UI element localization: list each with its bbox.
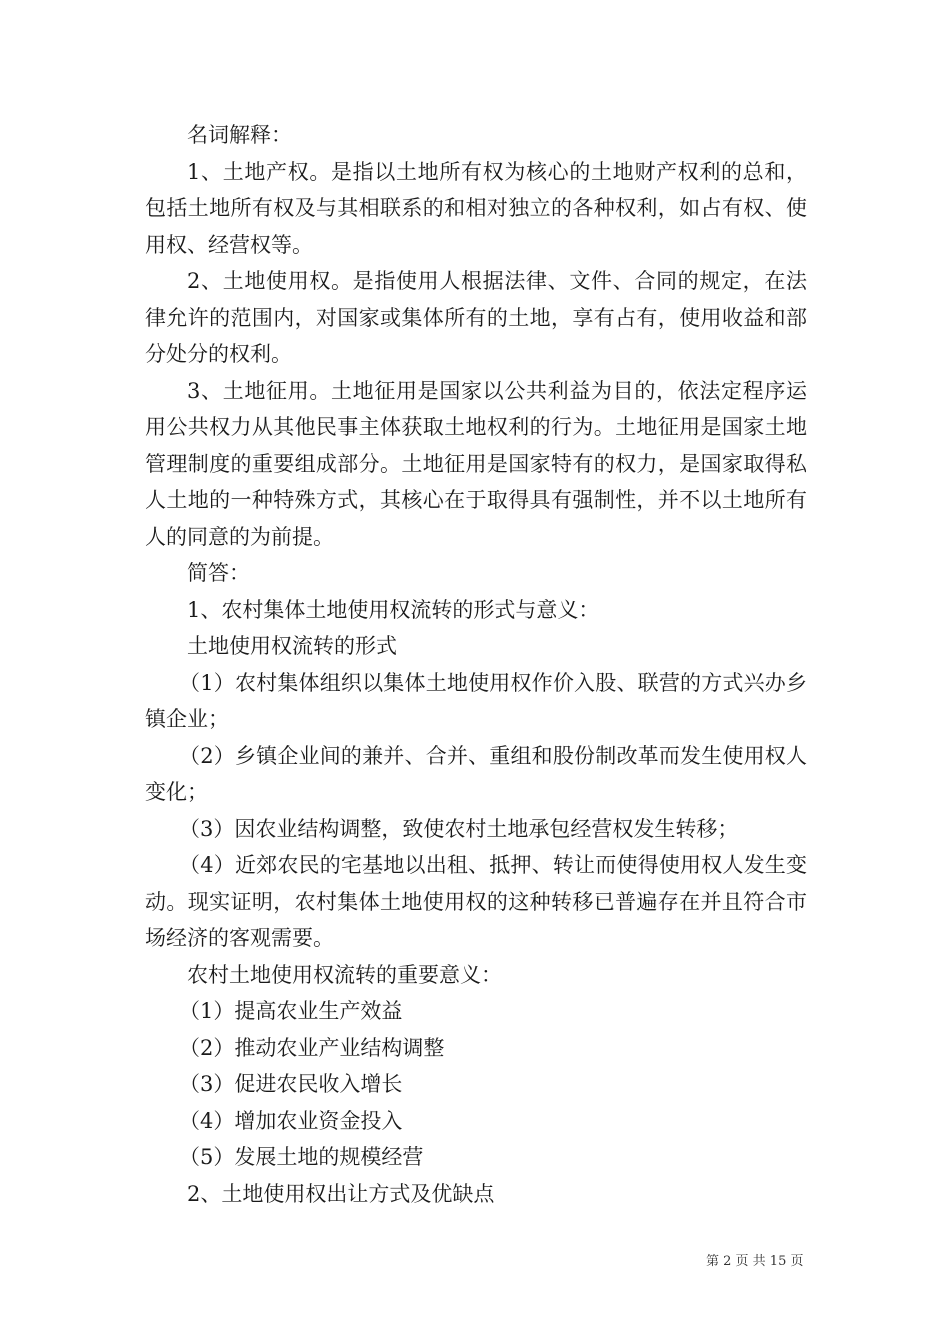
paragraph-land-use-rights: 2、土地使用权。是指使用人根据法律、文件、合同的规定，在法律允许的范围内，对国家或集体所有的土地，享有占有，使用收益和部分处分的权利。: [145, 269, 807, 366]
paragraph-forms-title: 土地使用权流转的形式: [187, 634, 397, 658]
paragraph-land-requisition: 3、土地征用。土地征用是国家以公共利益为目的，依法定程序运用公共权力从其他民事主体获取土地权利的行为。土地征用是国家土地管理制度的重要组成部分。土地征用是国家特有的权力，是国家取得私人土地的一种特殊方式，其核心在于取得具有强制性，并不以土地所有人的同意的为前提。: [145, 378, 807, 549]
section-heading-short-answer: 简答：: [187, 561, 250, 585]
page-number-footer: 第 2 页 共 15 页: [706, 1254, 804, 1269]
list-item: （3）促进农民收入增长: [179, 1072, 403, 1096]
document-body: [145, 117, 807, 1212]
paragraph-land-property-rights: 1、土地产权。是指以土地所有权为核心的土地财产权利的总和，包括土地所有权及与其相联系的和相对独立的各种权利，如占有权、使用权、经营权等。: [145, 159, 807, 257]
list-item: （4）增加农业资金投入: [179, 1108, 403, 1133]
list-item: （4）近郊农民的宅基地以出租、抵押、转让而使得使用权人发生变动。现实证明，农村集体土地使用权的这种转移已普遍存在并且符合市场经济的客观需要。: [145, 853, 807, 950]
paragraph-significance-title: 农村土地使用权流转的重要意义：: [187, 962, 502, 987]
paragraph-question-1: 1、农村集体土地使用权流转的形式与意义：: [187, 597, 600, 622]
list-item: （2）乡镇企业间的兼并、合并、重组和股份制改革而发生使用权人变化；: [145, 743, 807, 804]
section-heading-terms: 名词解释：: [187, 123, 292, 147]
list-item: （3）因农业结构调整，致使农村土地承包经营权发生转移；: [179, 816, 739, 841]
list-item: （2）推动农业产业结构调整: [179, 1035, 445, 1060]
paragraph-question-2: 2、土地使用权出让方式及优缺点: [187, 1181, 495, 1206]
list-item: （1）农村集体组织以集体土地使用权作价入股、联营的方式兴办乡镇企业；: [145, 670, 807, 731]
list-item: （5）发展土地的规模经营: [179, 1145, 424, 1169]
list-item: （1）提高农业生产效益: [179, 999, 403, 1023]
